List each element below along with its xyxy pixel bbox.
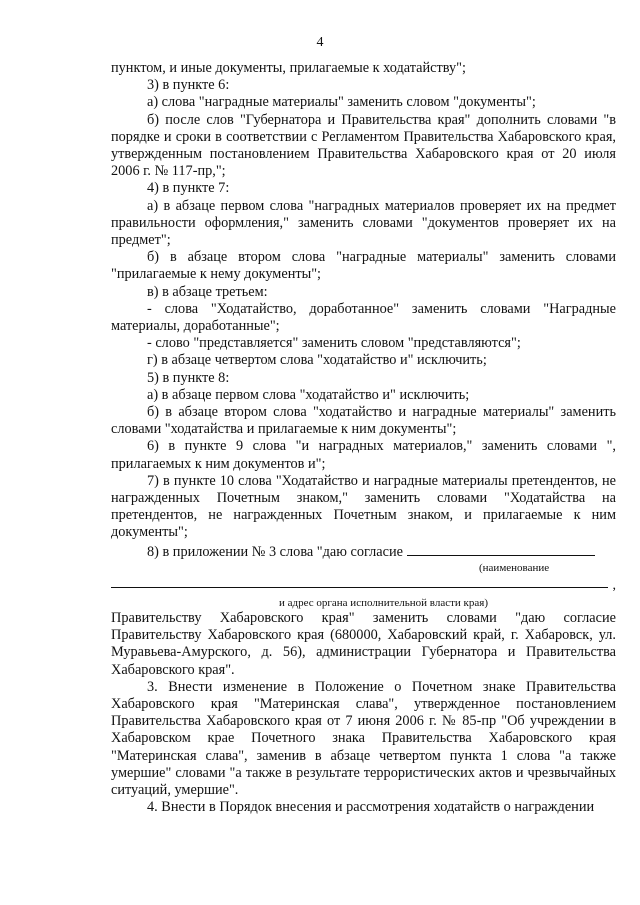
item-8-line (111, 542, 616, 561)
paragraph: - слова "Ходатайство, доработанное" заменить словами "Наградные материалы, доработанные"; (111, 300, 616, 335)
paragraph: б) в абзаце втором слова "наградные материалы" заменить словами "прилагаемые к нему документы"; (111, 249, 616, 283)
item-8-text: 8) в приложении № 3 слова "даю согласие (147, 543, 403, 560)
paragraph: 4. Внести в Порядок внесения и рассмотрения ходатайств о награждении (147, 799, 595, 816)
paragraph: 4) в пункте 7: (147, 180, 230, 197)
trailing-comma: , (612, 577, 616, 593)
paragraph: б) в абзаце втором слова "ходатайство и наградные материалы" заменить словами "ходатайства и прилагаемые к ним документы"; (111, 404, 616, 438)
paragraph: - слово "представляется" заменить словом "представляются"; (147, 335, 521, 352)
paragraph: 5) в пункте 8: (147, 369, 230, 386)
long-blank-line (111, 587, 608, 588)
caption-address: и адрес органа исполнительной власти края) (278, 596, 488, 609)
blank-fill-line (407, 542, 595, 556)
paragraph: в) в абзаце третьем: (147, 283, 268, 300)
paragraph: а) в абзаце первом слова "ходатайство и" исключить; (147, 386, 470, 403)
caption-name: (наименование (479, 561, 550, 574)
paragraph: а) в абзаце первом слова "наградных материалов проверяет их на предмет правильности оформления," заменить словами "документов проверяет их на предмет"; (111, 197, 616, 249)
paragraph: г) в абзаце четвертом слова "ходатайство и" исключить; (147, 352, 487, 369)
long-blank-row (111, 575, 616, 597)
page-number: 4 (316, 35, 324, 50)
paragraph: б) после слов "Губернатора и Правительства края" дополнить словами "в порядке и сроки в соответствии с Регламентом Правительства Хабаровского края, утвержденным постановлением Правительства Хабаровского края от 20 июля 2006 г. № 117-пр,"; (111, 111, 616, 180)
amendment-list-top (111, 60, 616, 542)
amendment-list-bottom (111, 610, 616, 816)
paragraph: Правительству Хабаровского края" заменить словами "даю согласие Правительству Хабаровского края (680000, Хабаровский край, г. Хабаровск, ул. Муравьева-Амурского, д. 56), администрации Губернатора и Правительства Хабаровского края". (111, 609, 616, 678)
paragraph: 3. Внести изменение в Положение о Почетном знаке Правительства Хабаровского края "Материнская слава", утвержденное постановлением Правительства Хабаровского края от 7 июня 2006 г. № 85-пр "Об учреждении в Хабаровском крае Почетного знака Правительства Хабаровского края "Материнская слава", заменив в абзаце четвертом пункта 1 слова "а также умершие" словами "а также в результате террористических актов и чрезвычайных ситуаций, умершие". (111, 678, 616, 798)
paragraph: 3) в пункте 6: (147, 77, 230, 94)
paragraph: 7) в пункте 10 слова "Ходатайство и наградные материалы претендентов, не награжденных Почетным знаком," заменить словами "Ходатайства на претендентов, не награжденных Почетным знаком, и прилагаемые к ним документы"; (111, 472, 616, 541)
document-body (111, 60, 616, 816)
paragraph: а) слова "наградные материалы" заменить словом "документы"; (147, 94, 536, 111)
paragraph: 6) в пункте 9 слова "и наградных материалов," заменить словами ", прилагаемых к ним документов и"; (111, 438, 616, 472)
paragraph: пунктом, и иные документы, прилагаемые к ходатайству"; (111, 60, 466, 76)
